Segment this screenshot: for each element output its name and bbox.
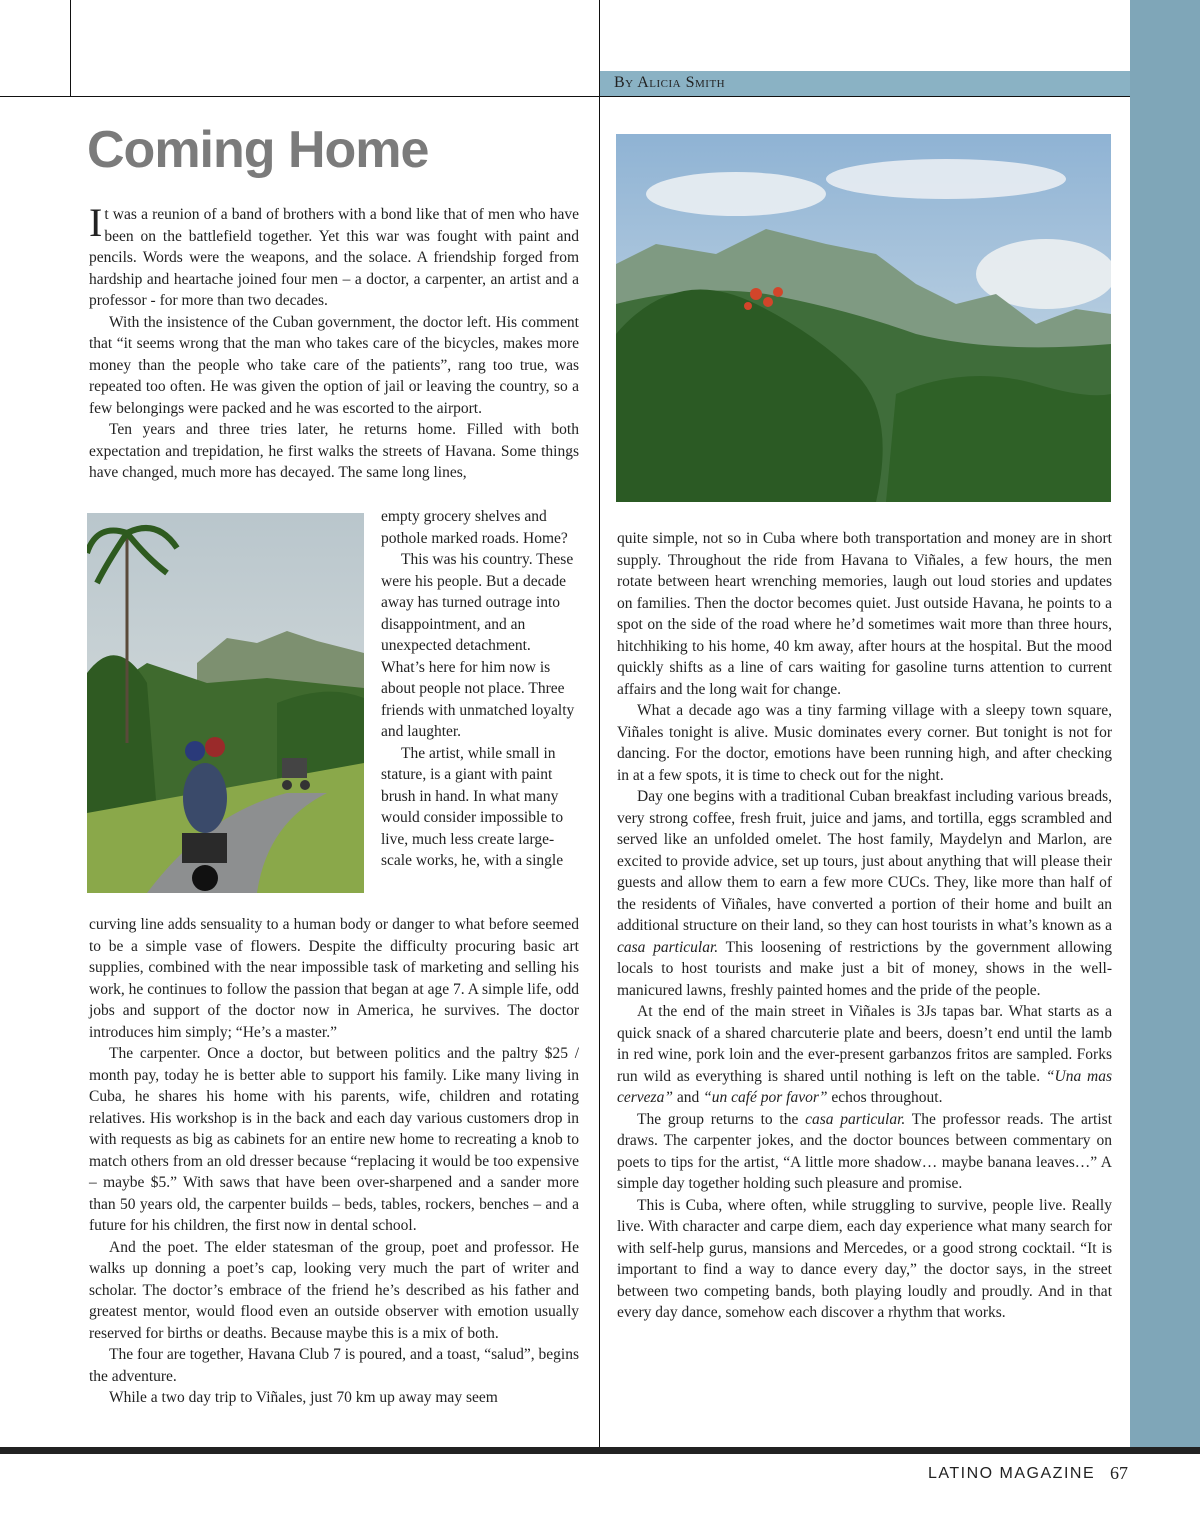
paragraph: The artist, while small in stature, is a giant with paint brush in hand. In what many would consider impossible to live, much less create large-scale works, he, with a single <box>381 744 564 869</box>
drop-cap: I <box>89 200 103 245</box>
paragraph: quite simple, not so in Cuba where both transportation and money are in short supply. Throughout the ride from Havana to Viñales, a few hours, the men rotate between heart wrenching memories, laugh out loud stories and updates on families. Then the doctor becomes quiet. Just outside Havana, he points to a spot on the side of the road where he’d sometimes wait more than three hours, hitchhiking to his home, 40 km away, after hours at the hospital. But the mood quickly shifts as a line of cars waiting for gasoline turns attention to current affairs and the long wait for change. <box>617 530 1112 698</box>
paragraph: The group returns to the casa particular. The professor reads. The artist draws. The carpenter jokes, and the doctor bounces between commentary on poets to tips for the artist, “A little more shadow… maybe banana leaves…” A simple day together holding such pleasure and promise. <box>617 1110 1113 1192</box>
paragraph: The carpenter. Once a doctor, but between politics and the paltry $25 / month pay, today he is better able to support his family. Like many living in Cuba, he shares his home with his parents, wife, children and rotating relatives. His workshop is in the back and each day various customers drop in with requests as big as cabinets for an entire new home to recreating a knob to match others from an old dresser because “replacing it would be too expensive – maybe $5.” With saws that have been over-sharpened and a sander more than 50 years old, the carpenter builds – beds, tables, rockers, benches – and a future for his children, the first now in dental school. <box>89 1045 579 1234</box>
paragraph: The four are together, Havana Club 7 is poured, and a toast, “salud”, begins the adventure. <box>89 1346 579 1385</box>
motorcycle-road-photo <box>87 513 364 893</box>
paragraph: It was a reunion of a band of brothers with a bond like that of men who have been on the battlefield together. Yet this war was fought with paint and pencils. Words were the weapons, and the solace. A friendship forged from hardship and heartache joined four men – a doctor, a carpenter, an artist and a professor - for more than two decades. <box>89 200 579 309</box>
article-column-2 <box>617 528 1112 1324</box>
paragraph: curving line adds sensuality to a human body or danger to what before seemed to be a simple vase of flowers. Despite the difficulty procuring basic art supplies, combined with the near impossible task of marketing and selling his work, he continues to follow the passion that began at age 7. A simple life, odd jobs and support of the doctor now in America, he survives. The doctor introduces him simply; “He’s a master.” <box>89 916 579 1041</box>
paragraph: empty grocery shelves and pothole marked roads. Home? <box>381 508 568 547</box>
right-accent-sidebar <box>1130 0 1200 1447</box>
vinales-valley-photo <box>616 134 1111 502</box>
paragraph: Ten years and three tries later, he returns home. Filled with both expectation and trepidation, he first walks the streets of Havana. Some things have changed, much more has decayed. The same long lines, <box>89 421 579 481</box>
header-frame-line <box>0 96 1130 97</box>
paragraph: At the end of the main street in Viñales is 3Js tapas bar. What starts as a quick snack of a shared charcuterie plate and beers, doesn’t end until the lamb in red wine, pork loin and the ever-present garbanzos fritos are sampled. Forks run wild as everything is shared until nothing is left on the table. “Una mas cerveza” and “un café por favor” echos throughout. <box>617 1003 1112 1106</box>
article-column-1-top <box>89 200 579 484</box>
paragraph: And the poet. The elder statesman of the group, poet and professor. He walks up donning a poet’s cap, looking very much the part of writer and scholar. The doctor’s embrace of the friend he’s described as his father and greatest mentor, would flood even an outside observer with emotion usually reserved for births or deaths. Because maybe this is a mix of both. <box>89 1238 579 1342</box>
paragraph: With the insistence of the Cuban government, the doctor left. His comment that “it seems wrong that the man who takes care of the bicycles, makes more money than the people who take care of the patients”, rang too true, was repeated too often. He was given the option of jail or leaving the country, so a few belongings were packed and he was escorted to the airport. <box>89 313 579 417</box>
footer-rule <box>0 1447 1200 1454</box>
paragraph: Day one begins with a traditional Cuban breakfast including various breads, very strong coffee, fresh fruit, juice and jams, and tortilla, eggs scrambled and served like an unfolded omelet. The host family, Maydelyn and Marlon, are excited to provide advice, set up tours, just about anything that will please their guests and allow them to earn a few more CUCs. They, like more than half of the residents of Viñales, have converted a portion of their home and built an additional structure on their land, so they can host tourists in what’s known as a casa particular. This loosening of restrictions by the government allowing locals to host tourists and make just a bit of money, shows in the well-manicured lawns, freshly painted homes and the pride of the people. <box>617 788 1112 999</box>
left-frame-line <box>70 0 71 96</box>
magazine-name: LATINO MAGAZINE <box>928 1465 1096 1482</box>
center-frame-line <box>599 0 600 1447</box>
page-number: 67 <box>1110 1463 1128 1483</box>
article-title: Coming Home <box>87 121 429 179</box>
paragraph: What a decade ago was a tiny farming village with a sleepy town square, Viñales tonight is alive. Music dominates every corner. But tonight is not for dancing. For the doctor, emotions have been running high, and after checking in at a few spots, it is time to check out for the night. <box>617 702 1112 784</box>
byline: By Alicia Smith <box>614 74 726 91</box>
article-column-1-side <box>381 506 577 872</box>
paragraph: This is Cuba, where often, while struggling to survive, people live. Really live. With character and carpe diem, each day experience what many search for with self-help gurus, mansions and Mercedes, or a good strong cocktail. “It is important to find a way to dance every day,” the doctor says, in the street between two competing bands, both playing loudly and proudly. And in that every day dance, somehow each discover a rhythm that works. <box>617 1196 1112 1321</box>
paragraph: While a two day trip to Viñales, just 70 km up away may seem <box>109 1389 498 1406</box>
paragraph: This was his country. These were his people. But a decade away has turned outrage into disappointment, and an unexpected detachment. What’s here for him now is about people not place. Three friends with unmatched loyalty and laughter. <box>381 551 575 740</box>
article-column-1-bottom <box>89 914 579 1409</box>
